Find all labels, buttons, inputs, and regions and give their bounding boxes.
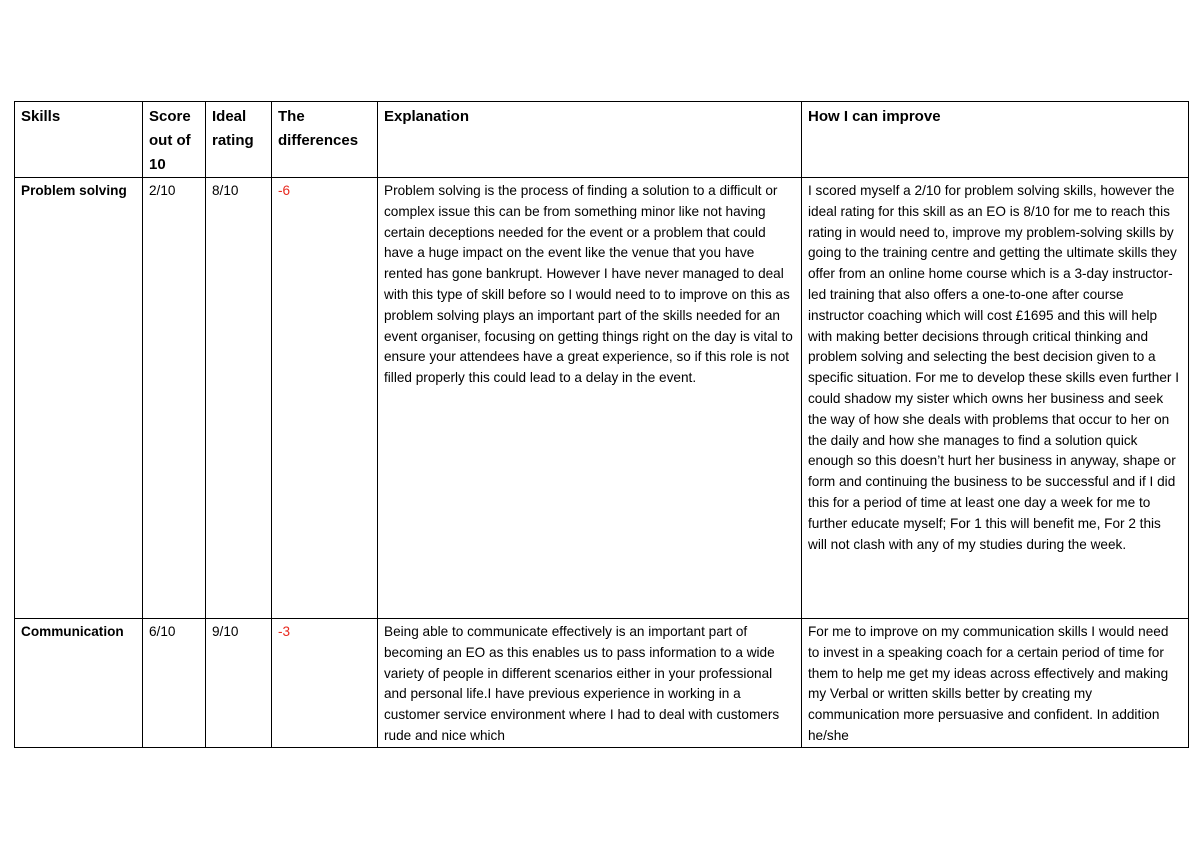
header-differences: The differences [272,102,378,178]
table-row [15,619,1189,748]
difference-value: -3 [272,619,378,748]
explanation-cell [378,619,802,748]
header-ideal-rating: Ideal rating [206,102,272,178]
header-explanation: Explanation [378,102,802,178]
skill-name: Communication [15,619,143,748]
improvement-cell [802,619,1189,748]
score-value: 6/10 [143,619,206,748]
skills-table [14,101,1189,748]
header-skills: Skills [15,102,143,178]
score-value: 2/10 [143,178,206,619]
header-score: Score out of 10 [143,102,206,178]
improvement-text: For me to improve on my communication skills I would need to invest in a speaking coach for a certain period of time for them to help me get my ideas across effectively and making my Verbal or written skills better by creating my communication more persuasive and confident. In addition he/she [808,624,1169,743]
header-how-to-improve: How I can improve [802,102,1189,178]
ideal-rating-value: 9/10 [206,619,272,748]
table-header-row [15,102,1189,178]
table-row [15,178,1189,619]
difference-value: -6 [272,178,378,619]
explanation-text: Problem solving is the process of finding a solution to a difficult or complex issue this can be from something minor like not having certain deceptions needed for the event or a problem that could have a huge impact on the event like the venue that you have rented has gone bankrupt. However I have never managed to deal with this type of skill before so I would need to to improve on this as problem solving plays an important part of the skills needed for an event organiser, focusing on getting things right on the day is vital to ensure your attendees have a great experience, so if this role is not filled properly this could lead to a delay in the event. [378,178,802,619]
explanation-text: Being able to communicate effectively is an important part of becoming an EO as this enables us to pass information to a wide variety of people in different scenarios either in your professional and personal life.I have previous experience in working in a customer service environment where I had to deal with customers rude and nice which [384,624,780,743]
ideal-rating-value: 8/10 [206,178,272,619]
skill-name: Problem solving [15,178,143,619]
improvement-text: I scored myself a 2/10 for problem solving skills, however the ideal rating for this skill as an EO is 8/10 for me to reach this rating in would need to, improve my problem-solving skills by going to the training centre and getting the ultimate skills they offer from an online home course which is a 3-day instructor-led training that also offers a one-to-one after course instructor coaching which will cost £1695 and this will help with making better decisions through critical thinking and problem solving and selecting the best decision given to a specific situation. For me to develop these skills even further I could shadow my sister which owns her business and seek the way of how she deals with problems that occur to her on the daily and how she manages to find a solution quick enough so this doesn’t hurt her business in anyway, shape or form and continuing the business to be successful and if I did this for a period of time at least one day a week for me to further educate myself; For 1 this will benefit me, For 2 this will not clash with any of my studies during the week. [802,178,1189,619]
